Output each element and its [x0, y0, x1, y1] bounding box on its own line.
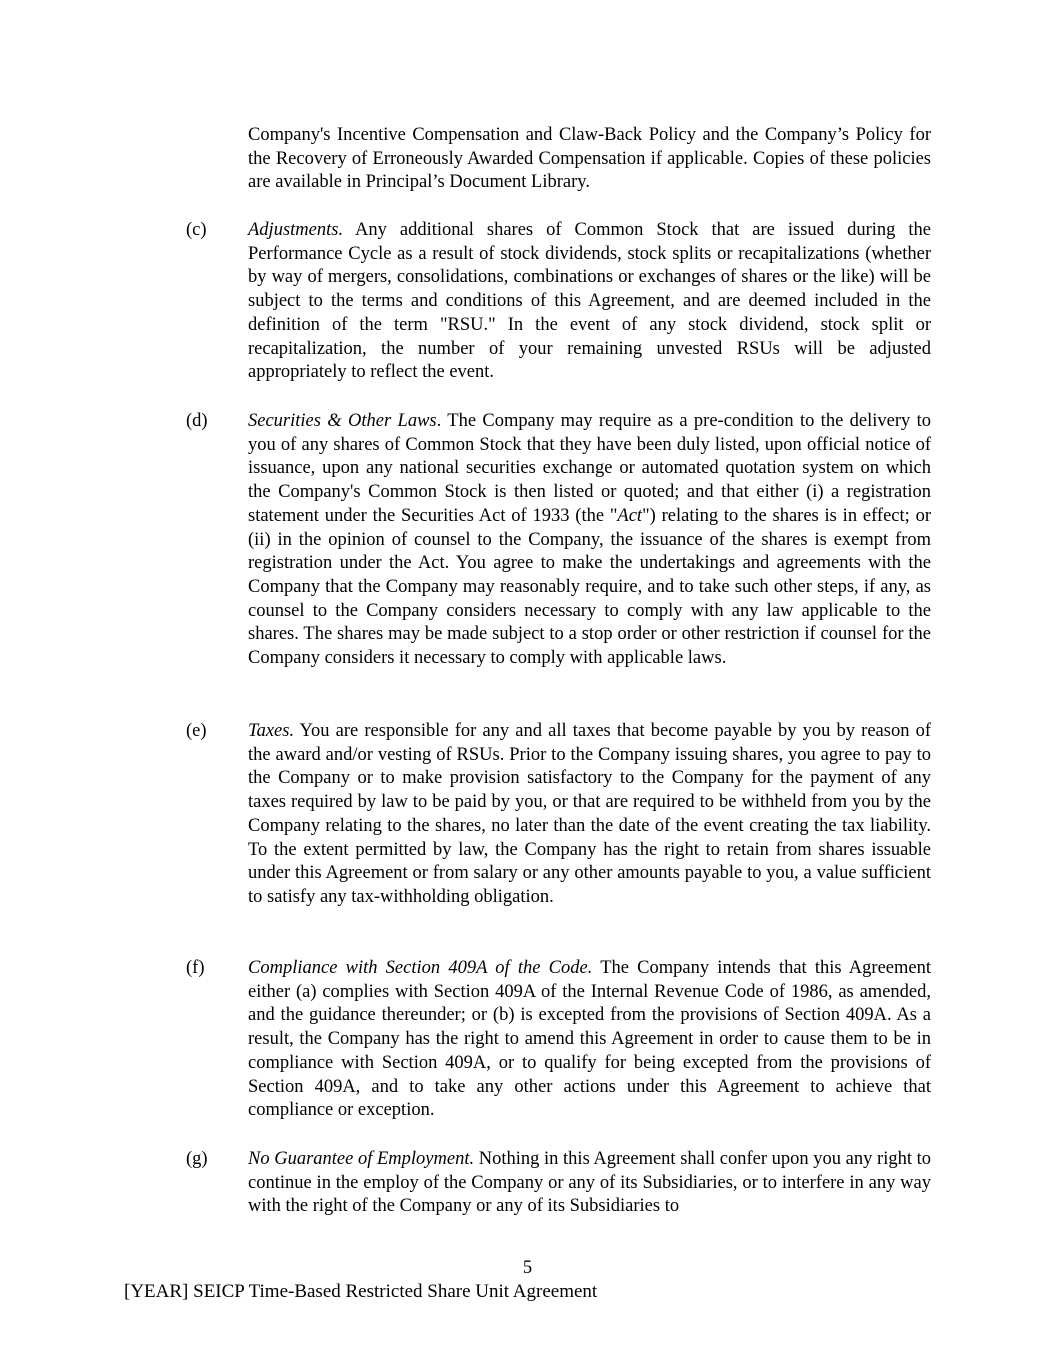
section-c-text: Any additional shares of Common Stock that are issued during the Performance Cycle as a result of stock dividends, stock splits or recapitalizations (whether by way of mergers, consolidations, combinations or exchanges of shares or the like) will be subject to the terms and conditions of this Agreement, and are deemed included in the definition of the term "RSU." In the event of any stock dividend, stock split or recapitalization, the number of your remaining unvested RSUs will be adjusted appropriately to reflect the event.: [248, 220, 931, 383]
section-e: [186, 720, 931, 910]
section-d-heading: Securities & Other Laws: [248, 411, 437, 431]
section-c-letter: (c): [186, 220, 207, 240]
section-f-body: [248, 957, 931, 1123]
section-g-heading: No Guarantee of Employment.: [248, 1149, 475, 1169]
section-g: [186, 1148, 931, 1219]
section-c: [186, 219, 931, 385]
section-g-letter: (g): [186, 1149, 208, 1169]
section-f: [186, 957, 931, 1123]
section-f-letter: (f): [186, 958, 205, 978]
section-f-heading: Compliance with Section 409A of the Code.: [248, 958, 593, 978]
section-d-text-after-act: ") relating to the shares is in effect; or (ii) in the opinion of counsel to the Company, the issuance of the shares is exempt from registration under the Act. You agree to make the undertakings and agreements with the Company that the Company may reasonably require, and to take such other steps, if any, as counsel to the Company considers necessary to comply with any law applicable to the shares. The shares may be made subject to a stop order or other restriction if counsel for the Company considers it necessary to comply with applicable laws.: [248, 505, 931, 669]
section-c-body: [248, 219, 931, 385]
section-e-heading: Taxes.: [248, 721, 295, 741]
section-f-text: The Company intends that this Agreement either (a) complies with Section 409A of the Internal Revenue Code of 1986, as amended, and the guidance thereunder; or (b) is excepted from the provisions of Section 409A. As a result, the Company has the right to amend this Agreement in order to cause them to be in compliance with Section 409A, or to qualify for being excepted from the provisions of Section 409A, and to take any other actions under this Agreement to achieve that compliance or exception.: [248, 958, 931, 1121]
document-footer: [YEAR] SEICP Time-Based Restricted Share Unit Agreement: [124, 1281, 598, 1302]
section-d-body: [248, 410, 931, 671]
section-e-letter: (e): [186, 721, 207, 741]
section-d-letter: (d): [186, 411, 208, 431]
section-c-heading: Adjustments.: [248, 220, 344, 240]
section-d-text-before-act: . The Company may require as a pre-condition to the delivery to you of any shares of Common Stock that they have been duly listed, upon official notice of issuance, upon any national securities exchange or automated quotation system on which the Company's Common Stock is then listed or quoted; and that either (i) a registration statement under the Securities Act of 1933 (the ": [248, 411, 931, 526]
section-g-text: Nothing in this Agreement shall confer upon you any right to continue in the employ of the Company or any of its Subsidiaries, or to interfere in any way with the right of the Company or any of its Subsidiaries to: [248, 1149, 931, 1217]
page-number: 5: [522, 1258, 533, 1278]
section-e-text: You are responsible for any and all taxes that become payable by you by reason of the award and/or vesting of RSUs. Prior to the Company issuing shares, you agree to pay to the Company or to make provision satisfactory to the Company for the payment of any taxes required by law to be paid by you, or that are required to be withheld from you by the Company relating to the shares, no later than the date of the event creating the tax liability. To the extent permitted by law, the Company has the right to retain from shares issuable under this Agreement or from salary or any other amounts payable to you, a value sufficient to satisfy any tax-withholding obligation.: [248, 721, 931, 907]
section-d-act-term: Act: [617, 505, 643, 526]
continuation-paragraph: Company's Incentive Compensation and Claw-Back Policy and the Company’s Policy for the Recovery of Erroneously Awarded Compensation if applicable. Copies of these policies are available in Principal’s Document Library.: [248, 125, 931, 193]
section-e-body: [248, 720, 931, 910]
section-g-body: [248, 1148, 931, 1219]
section-d: [186, 410, 931, 671]
